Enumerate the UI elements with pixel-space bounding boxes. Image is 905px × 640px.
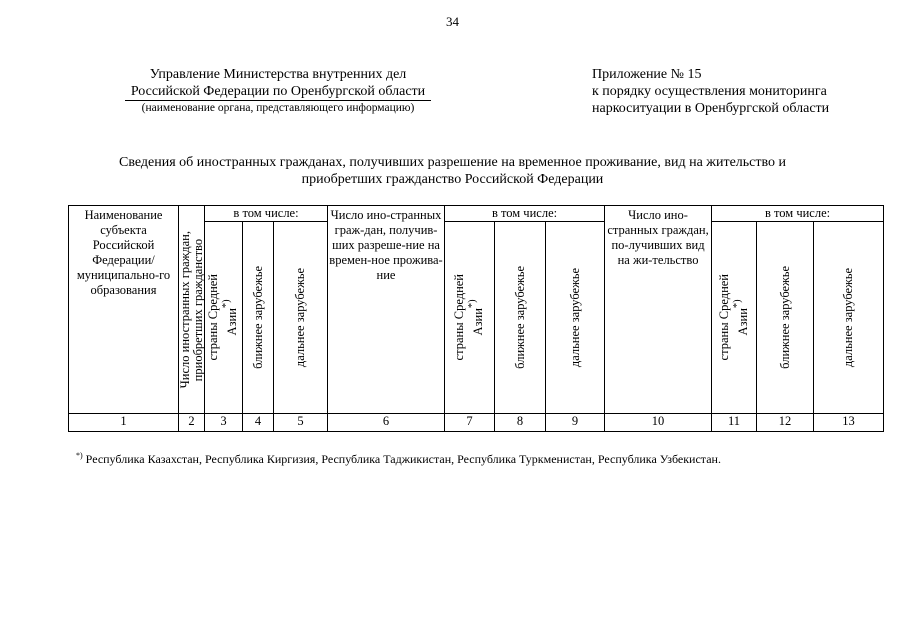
appendix-block [592,66,892,117]
header-incl-3: в том числе: [712,206,884,222]
column-number: 7 [445,414,495,432]
column-number: 12 [757,414,814,432]
column-number: 3 [205,414,243,432]
header-near-abroad-2: ближнее зарубежье [495,222,546,414]
header-central-asia-2: страны Средней Азии*) [445,222,495,414]
header-far-abroad-2: дальнее зарубежье [546,222,605,414]
footnote-text: Республика Казахстан, Республика Киргизия, Республика Таджикистан, Республика Туркменистан, Республика Узбекистан. [82,452,721,466]
appendix-line-3: наркоситуации в Оренбургской области [592,101,830,116]
header-subject: Наименование субъекта Российской Федерации/ муниципально-го образования [69,206,179,414]
organization-block [108,66,448,115]
column-number: 5 [274,414,328,432]
column-number: 4 [243,414,274,432]
title-line-2: приобретших гражданство Российской Федерации [301,172,604,187]
document-title [60,154,845,188]
appendix-line-2: к порядку осуществления мониторинга [592,84,827,99]
column-number: 9 [546,414,605,432]
column-number: 1 [69,414,179,432]
header-citizenship-line-1: Число иностранных граждан, [177,230,192,389]
header-far-abroad-3: дальнее зарубежье [814,222,884,414]
column-number: 10 [605,414,712,432]
appendix-line-1: Приложение № 15 [592,67,702,82]
header-citizenship-line-2: приобретших гражданство [190,238,205,381]
header-central-asia-1: страны Средней Азии*) [205,222,243,414]
title-line-1: Сведения об иностранных гражданах, получивших разрешение на временное проживание, вид на жительство и [118,155,786,170]
header-incl-1: в том числе: [205,206,328,222]
header-near-abroad-1: ближнее зарубежье [243,222,274,414]
footnote-mark: *) [76,451,83,460]
header-central-asia-3: страны Средней Азии*) [712,222,757,414]
header-near-abroad-3: ближнее зарубежье [757,222,814,414]
header-citizenship-count [179,206,205,414]
org-line-1: Управление Министерства внутренних дел [149,67,407,82]
column-number: 13 [814,414,884,432]
column-number: 11 [712,414,757,432]
column-number: 2 [179,414,205,432]
header-far-abroad-1: дальнее зарубежье [274,222,328,414]
column-number: 6 [328,414,445,432]
page-number: 34 [446,14,459,29]
column-number-row [69,414,884,432]
org-line-2: Российской Федерации по Оренбургской области [125,83,431,101]
header-temp-residence: Число ино-странных граж-дан, получив-ших разреше-ние на времен-ное прожива-ние [328,206,445,414]
header-residence-permit: Число ино-странных граждан, по-лучивших вид на жи-тельство [605,206,712,414]
header-incl-2: в том числе: [445,206,605,222]
column-number: 8 [495,414,546,432]
footnote [76,448,721,467]
org-caption: (наименование органа, представляющего информацию) [141,102,415,114]
data-table [68,205,884,432]
